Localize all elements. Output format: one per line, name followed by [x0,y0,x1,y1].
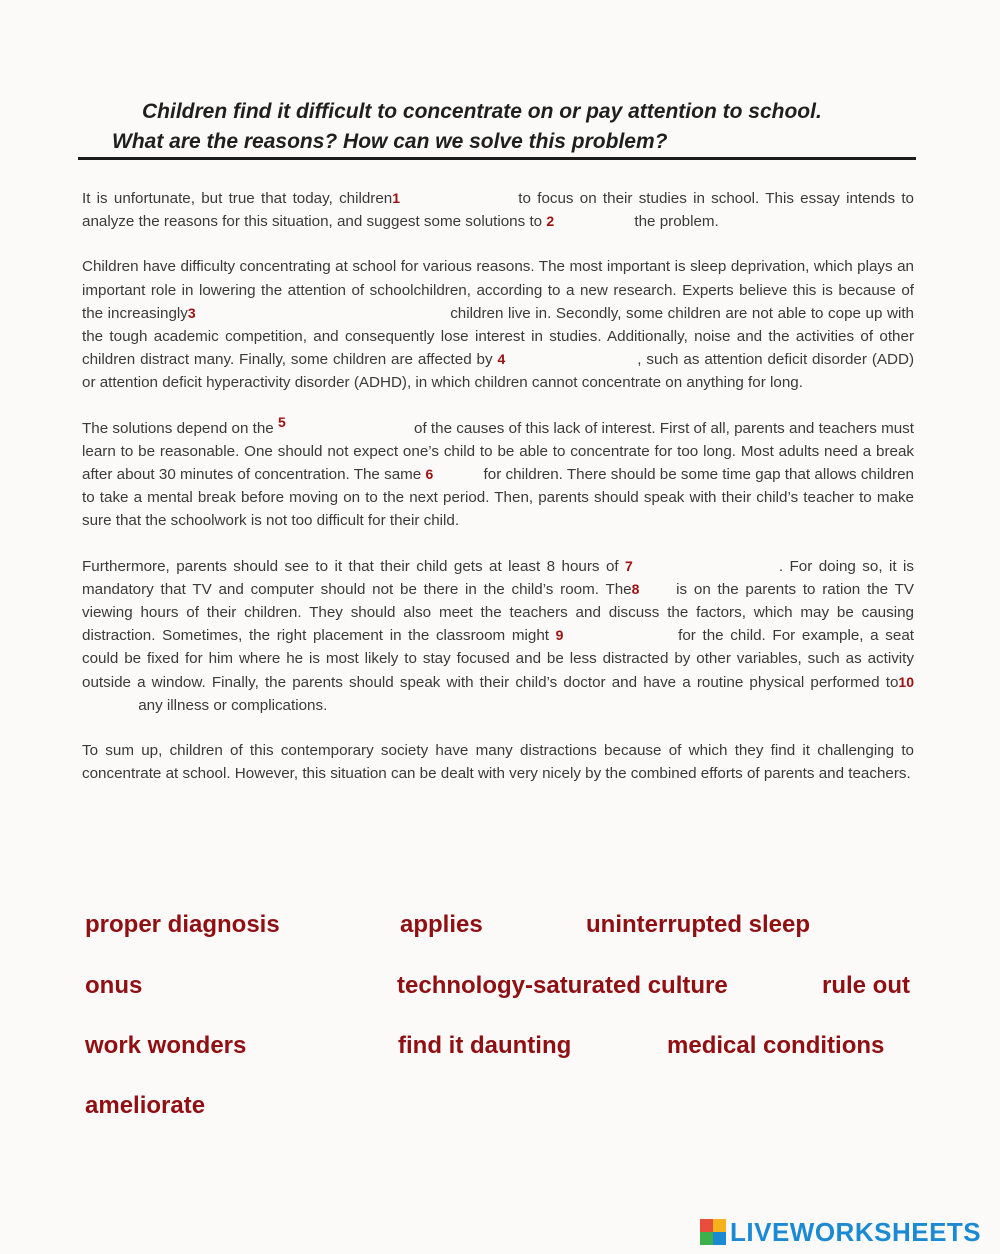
answer-blank-6[interactable] [433,464,479,482]
blank-number-7: 7 [625,557,633,574]
blank-number-3: 3 [187,304,196,321]
word-bank-item[interactable]: proper diagnosis [85,911,280,938]
answer-blank-3[interactable] [196,303,446,321]
paragraph-solutions: The solutions depend on the 5 of the causes of this lack of interest. First of all, parents and teachers must learn to be reasonable. One should not expect one’s child to be able to concentrate for too long. Most adults need a break after about 30 minutes of concentration. The same 6 for children. There should be some time gap that allows children to take a mental break before moving on to the next period. Then, parents should speak with their child’s teacher to make sure that the schoolwork is not too difficult for their child. [82,413,915,530]
liveworksheets-logo [700,1212,981,1252]
logo-square-red [700,1219,713,1232]
answer-blank-4[interactable] [505,349,637,367]
word-bank-item[interactable]: applies [400,911,483,938]
blank-number-6: 6 [425,466,434,483]
answer-blank-1[interactable] [400,188,512,206]
heading-underline [78,157,916,160]
word-bank-item[interactable]: technology-saturated culture [397,972,728,999]
blank-number-1: 1 [392,190,401,206]
logo-text: LIVEWORKSHEETS [730,1216,982,1247]
blank-number-4: 4 [497,351,506,368]
logo-icon [700,1219,726,1245]
blank-number-9: 9 [555,627,564,644]
word-bank-item[interactable]: uninterrupted sleep [586,911,811,938]
answer-blank-8[interactable] [639,579,669,597]
word-bank-item[interactable]: ameliorate [85,1092,206,1119]
word-bank-item[interactable]: onus [85,972,143,999]
answer-blank-9[interactable] [563,625,671,643]
logo-square-green [700,1232,713,1245]
word-bank-item[interactable]: medical conditions [667,1032,885,1059]
paragraph-intro: It is unfortunate, but true that today, children1 to focus on their studies in school. This essay intends to analyze the reasons for this situation, and suggest some solutions to 2 the problem. [82,190,914,231]
blank-number-2: 2 [546,213,555,230]
logo-square-blue [713,1232,726,1245]
word-bank-item[interactable]: find it daunting [398,1032,572,1059]
paragraph-conclusion: To sum up, children of this contemporary society have many distractions because of which they find it challenging to concentrate at school. However, this situation can be dealt with very nicely by the combined efforts of parents and teachers. [82,742,914,783]
answer-blank-5[interactable] [286,418,410,436]
question-line-2: What are the reasons? How can we solve this problem? [112,130,668,153]
answer-blank-7[interactable] [633,556,779,574]
question-line-1: Children find it difficult to concentrate on or pay attention to school. [142,100,822,123]
blank-number-10: 10 [898,673,914,690]
word-bank-item[interactable]: work wonders [85,1032,247,1059]
word-bank-item[interactable]: rule out [822,972,910,999]
logo-square-yellow [713,1219,726,1232]
essay-body [82,187,914,807]
answer-blank-10[interactable] [82,695,134,713]
blank-number-8: 8 [631,580,640,597]
paragraph-reasons: Children have difficulty concentrating at school for various reasons. The most important is sleep deprivation, which plays an important role in lowering the attention of schoolchildren, according to a new research. Experts believe this is because of the increasingly3 children live in. Secondly, some children are not able to cope up with the tough academic competition, and consequently lose interest in studies. Additionally, noise and the activities of other children distract many. Finally, some children are affected by 4 , such as attention deficit disorder (ADD) or attention deficit hyperactivity disorder (ADHD), in which children cannot concentrate on anything for long. [82,258,915,392]
blank-number-5: 5 [277,413,286,430]
word-bank [0,905,1000,1145]
answer-blank-2[interactable] [554,211,630,229]
paragraph-parents: Furthermore, parents should see to it that their child gets at least 8 hours of 7 . For doing so, it is mandatory that TV and computer should not be there in the child’s room. The8 is on the parents to ration the TV viewing hours of their children. They should also meet the teachers and discuss the factors, which may be causing distraction. Sometimes, the right placement in the classroom might 9 for the child. For example, a seat could be fixed for him where he is most likely to stay focused and be less distracted by other variables, such as activity outside a window. Finally, the parents should speak with their child’s doctor and have a routine physical performed to10 any illness or complications. [82,557,914,714]
